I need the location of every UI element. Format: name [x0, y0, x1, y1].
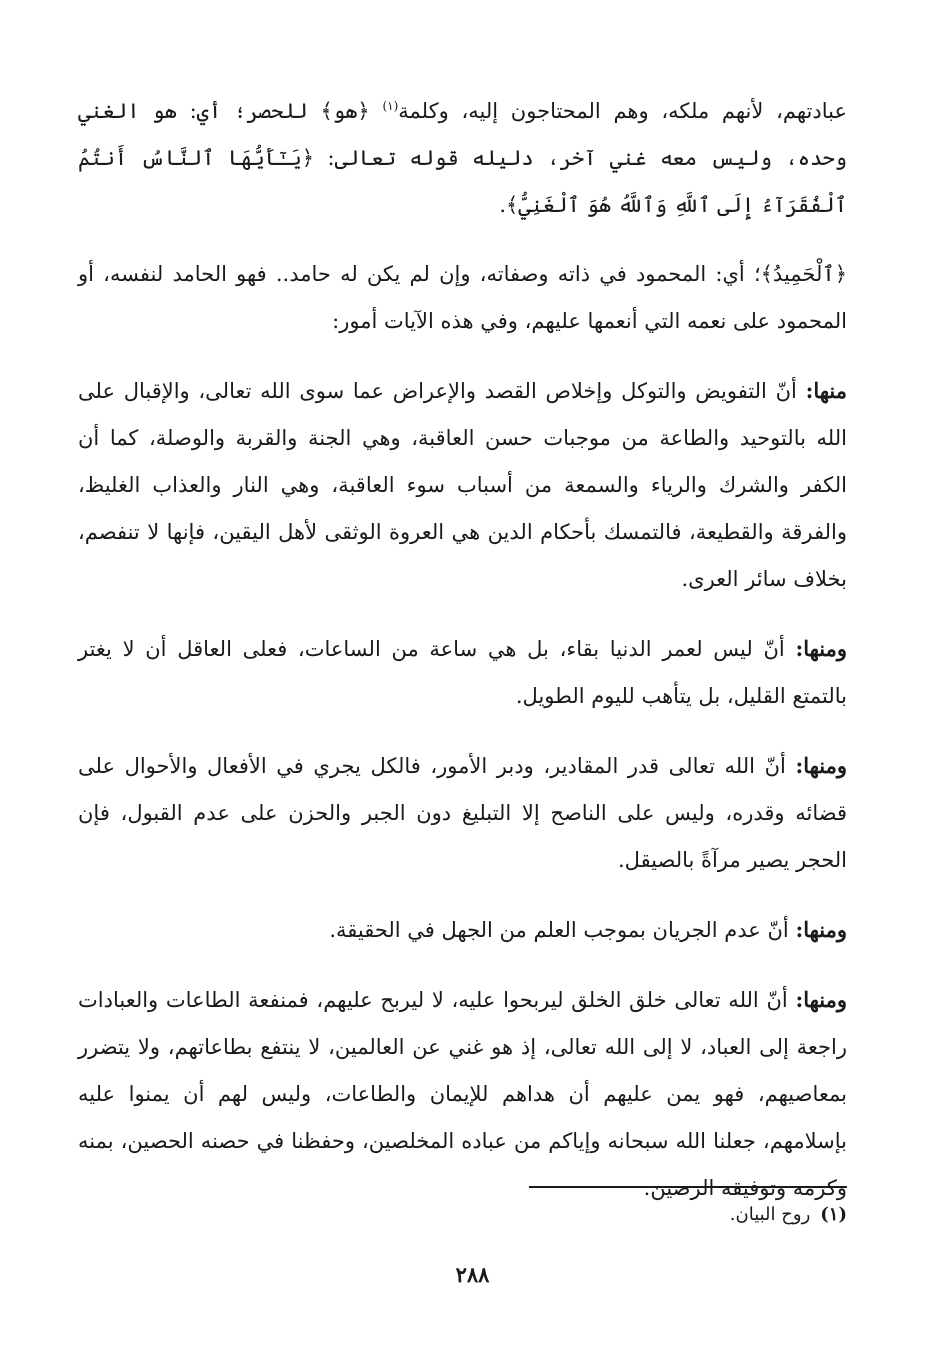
page-number: ٢٨٨	[455, 1262, 490, 1287]
paragraph-4	[78, 625, 847, 720]
paragraph-text: أنّ الله تعالى قدر المقادير، ودبر الأمور، فالكل يجري في الأفعال والأحوال على قضائه وقدره، وليس على الناصح إلا التبليغ دون الجبر والحزن على عدم القبول، فإن الحجر يصير مرآةً بالصيقل.	[78, 754, 847, 872]
footnote-text: روح البيان.	[729, 1204, 811, 1225]
paragraph-text: عبادتهم، لأنهم ملكه، وهم المحتاجون إليه، وكلمة	[398, 99, 847, 123]
paragraph-text: ﴿ٱلْحَمِيدُ﴾؛ أي: المحمود في ذاته وصفاته، وإن لم يكن له حامد.. فهو الحامد لنفسه، أو المحمود على نعمه التي أنعمها عليهم، وفي هذه الآيات أمور:	[78, 262, 847, 333]
paragraph-2	[78, 251, 847, 345]
paragraph-text: أنّ الله تعالى خلق الخلق ليربحوا عليه، لا ليربح عليهم، فمنفعة الطاعات والعبادات راجعة إلى العباد، لا إلى الله تعالى، إذ هو غني عن العالمين، لا ينتفع بطاعاتهم، ولا يتضرر بمعاصيهم، فهو يمن عليهم أن هداهم للإيمان والطاعات، وليس لهم أن يمنوا عليه بإسلامهم، جعلنا الله سبحانه وإياكم من عباده المخلصين، وحفظنا في حصنه الحصين، بمنه وكرمه وتوفيقه الرصين.	[78, 988, 847, 1200]
footnote-number: (١)	[820, 1204, 847, 1225]
paragraph-lead: منها:	[805, 378, 847, 403]
paragraph-lead: ومنها:	[795, 987, 847, 1012]
paragraph-lead: ومنها:	[795, 917, 847, 942]
paragraph-text: أنّ ليس لعمر الدنيا بقاء، بل هي ساعة من الساعات، فعلى العاقل أن لا يغتر بالتمتع القليل، بل يتأهب لليوم الطويل.	[78, 637, 847, 708]
footnote-divider	[529, 1186, 847, 1188]
paragraph-6	[78, 906, 847, 954]
paragraph-lead: ومنها:	[795, 636, 847, 661]
paragraph-3	[78, 367, 847, 603]
paragraph-text: أنّ التفويض والتوكل وإخلاص القصد والإعراض عما سوى الله تعالى، والإقبال على الله بالتوحيد والطاعة من موجبات حسن العاقبة، وهي الجنة والقربة والوصلة، كما أن الكفر والشرك والرياء والسمعة من أسباب سوء العاقبة، وهي النار والعذاب الغليظ، والفرقة والقطيعة، فالتمسك بأحكام الدين هي العروة الوثقى لأهل اليقين، فإنها لا تنفصم، بخلاف سائر العرى.	[78, 379, 847, 591]
main-text	[78, 88, 847, 1234]
paragraph-1	[78, 88, 847, 229]
paragraph-7	[78, 976, 847, 1212]
footnote	[730, 1200, 847, 1230]
paragraph-text: ﴿هو﴾ للحصر؛ أي: هو الغني وحده، وليس معه غني آخر، دليله قوله تعالى: ﴿يَـٰٓأَيُّهَا ٱلنَّاسُ أَنتُمُ ٱلْفُقَرَآءُ إِلَى ٱللَّهِ وَٱللَّهُ هُوَ ٱلْغَنِيُّ﴾.	[78, 99, 847, 217]
paragraph-5	[78, 742, 847, 884]
footnote-reference: (١)	[382, 99, 399, 113]
paragraph-text: أنّ عدم الجريان بموجب العلم من الجهل في الحقيقة.	[329, 918, 796, 942]
paragraph-lead: ومنها:	[795, 753, 847, 778]
